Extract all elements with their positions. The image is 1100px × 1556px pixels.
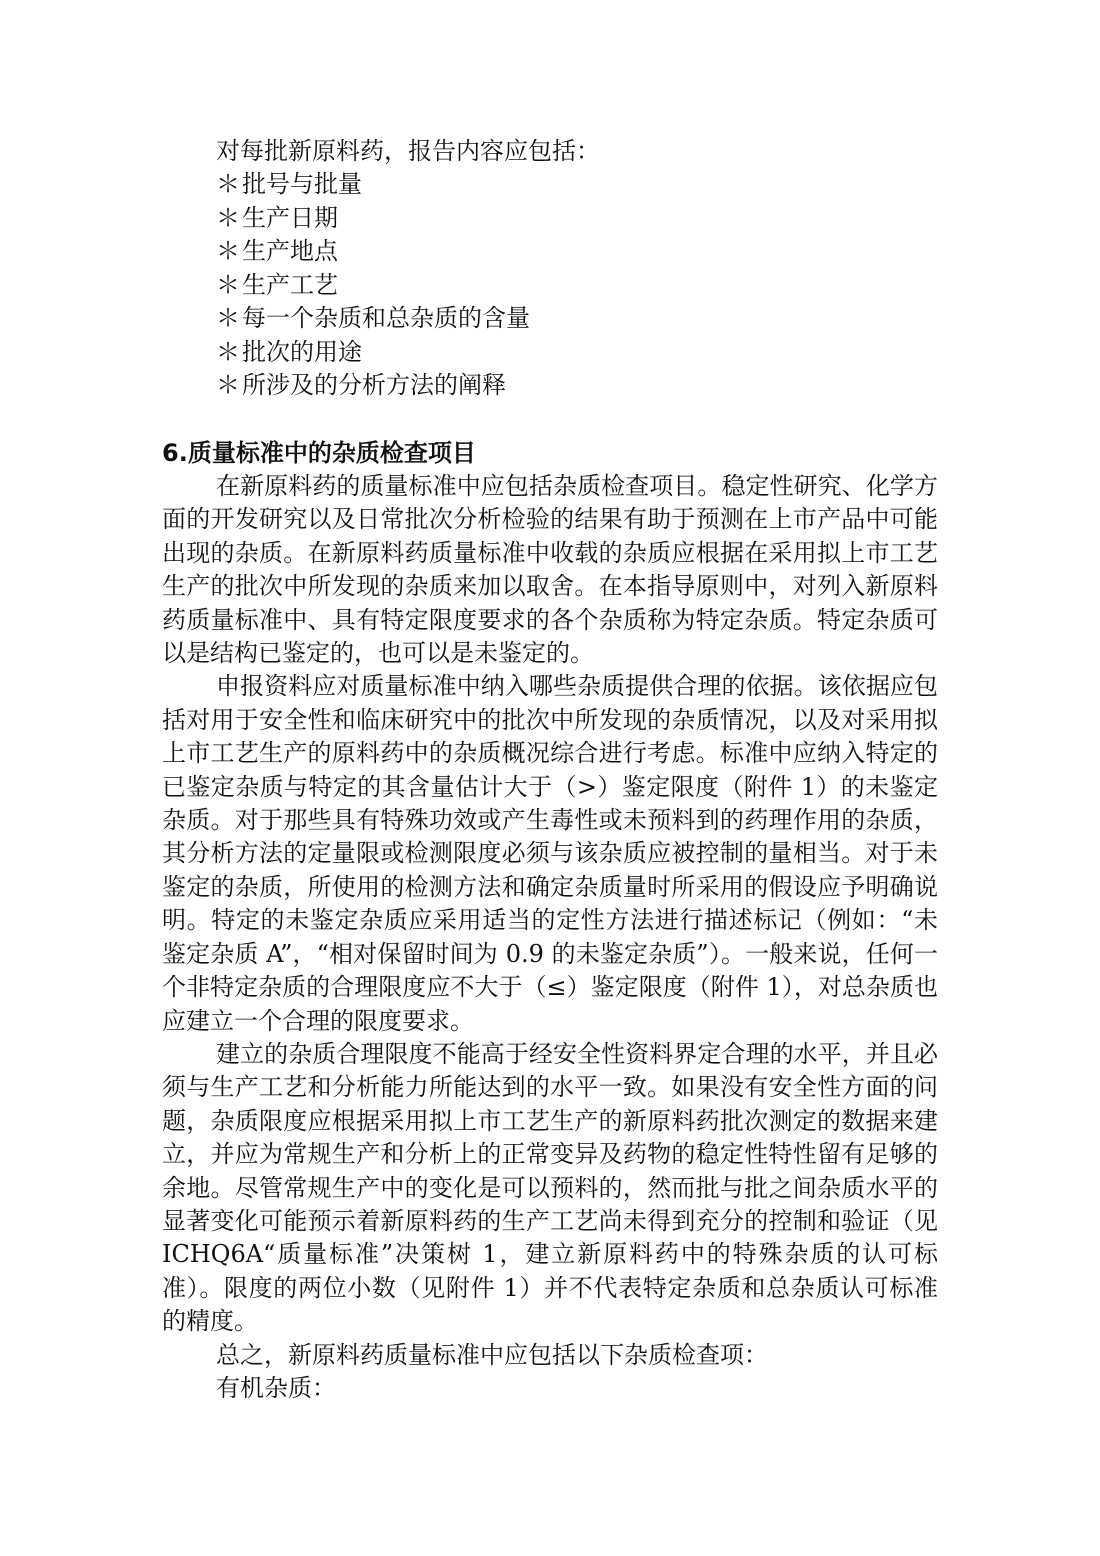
paragraph: 总之，新原料药质量标准中应包括以下杂质检查项：	[216, 1340, 768, 1369]
list-item-text: 生产地点	[242, 237, 338, 265]
list-item	[216, 369, 530, 403]
list-item-text: 所涉及的分析方法的阐释	[242, 371, 506, 399]
list-item-text: 每一个杂质和总杂质的含量	[242, 304, 530, 332]
section-heading: 6.质量标准中的杂质检查项目	[162, 439, 476, 467]
list-item-text: 生产日期	[242, 203, 338, 232]
asterisk-bullet-icon: ＊	[216, 304, 240, 332]
list-item	[216, 235, 530, 269]
list-item	[216, 302, 530, 336]
list-item-text: 生产工艺	[242, 270, 338, 299]
report-contents-list	[216, 168, 530, 403]
list-item	[216, 202, 530, 236]
list-item-text: 批号与批量	[242, 170, 362, 198]
asterisk-bullet-icon: ＊	[216, 170, 240, 198]
list-item	[216, 336, 530, 370]
list-item	[216, 269, 530, 303]
paragraph: 在新原料药的质量标准中应包括杂质检查项目。稳定性研究、化学方面的开发研究以及日常批次分析检验的结果有助于预测在上市产品中可能出现的杂质。在新原料药质量标准中收载的杂质应根据在采用拟上市工艺生产的批次中所发现的杂质来加以取舍。在本指导原则中，对列入新原料药质量标准中、具有特定限度要求的各个杂质称为特定杂质。特定杂质可以是结构已鉴定的，也可以是未鉴定的。	[162, 472, 938, 668]
asterisk-bullet-icon: ＊	[216, 337, 240, 366]
paragraph: 建立的杂质合理限度不能高于经安全性资料界定合理的水平，并且必须与生产工艺和分析能力所能达到的水平一致。如果没有安全性方面的问题，杂质限度应根据采用拟上市工艺生产的新原料药批次测定的数据来建立，并应为常规生产和分析上的正常变异及药物的稳定性特性留有足够的余地。尽管常规生产中的变化是可以预料的，然而批与批之间杂质水平的显著变化可能预示着新原料药的生产工艺尚未得到充分的控制和验证（见 ICHQ6A“质量标准”决策树 1，建立新原料药中的特殊杂质的认可标准）。限度的两位小数（见附件 1）并不代表特定杂质和总杂质认可标准的精度。	[162, 1039, 938, 1336]
intro-line: 对每批新原料药，报告内容应包括：	[216, 137, 600, 165]
paragraph: 有机杂质：	[216, 1373, 336, 1402]
asterisk-bullet-icon: ＊	[216, 203, 240, 232]
asterisk-bullet-icon: ＊	[216, 237, 240, 265]
list-item-text: 批次的用途	[242, 337, 362, 366]
section-body	[162, 470, 938, 1405]
asterisk-bullet-icon: ＊	[216, 270, 240, 299]
asterisk-bullet-icon: ＊	[216, 371, 240, 399]
paragraph: 申报资料应对质量标准中纳入哪些杂质提供合理的依据。该依据应包括对用于安全性和临床研究中的批次中所发现的杂质情况，以及对采用拟上市工艺生产的原料药中的杂质概况综合进行考虑。标准中应纳入特定的已鉴定杂质与特定的其含量估计大于（>）鉴定限度（附件 1）的未鉴定杂质。对于那些具有特殊功效或产生毒性或未预料到的药理作用的杂质，其分析方法的定量限或检测限度必须与该杂质应被控制的量相当。对于未鉴定的杂质，所使用的检测方法和确定杂质量时所采用的假设应予明确说明。特定的未鉴定杂质应采用适当的定性方法进行描述标记（例如：“未鉴定杂质 A”，“相对保留时间为 0.9 的未鉴定杂质”）。一般来说，任何一个非特定杂质的合理限度应不大于（≤）鉴定限度（附件 1），对总杂质也应建立一个合理的限度要求。	[162, 672, 938, 1035]
list-item	[216, 168, 530, 202]
